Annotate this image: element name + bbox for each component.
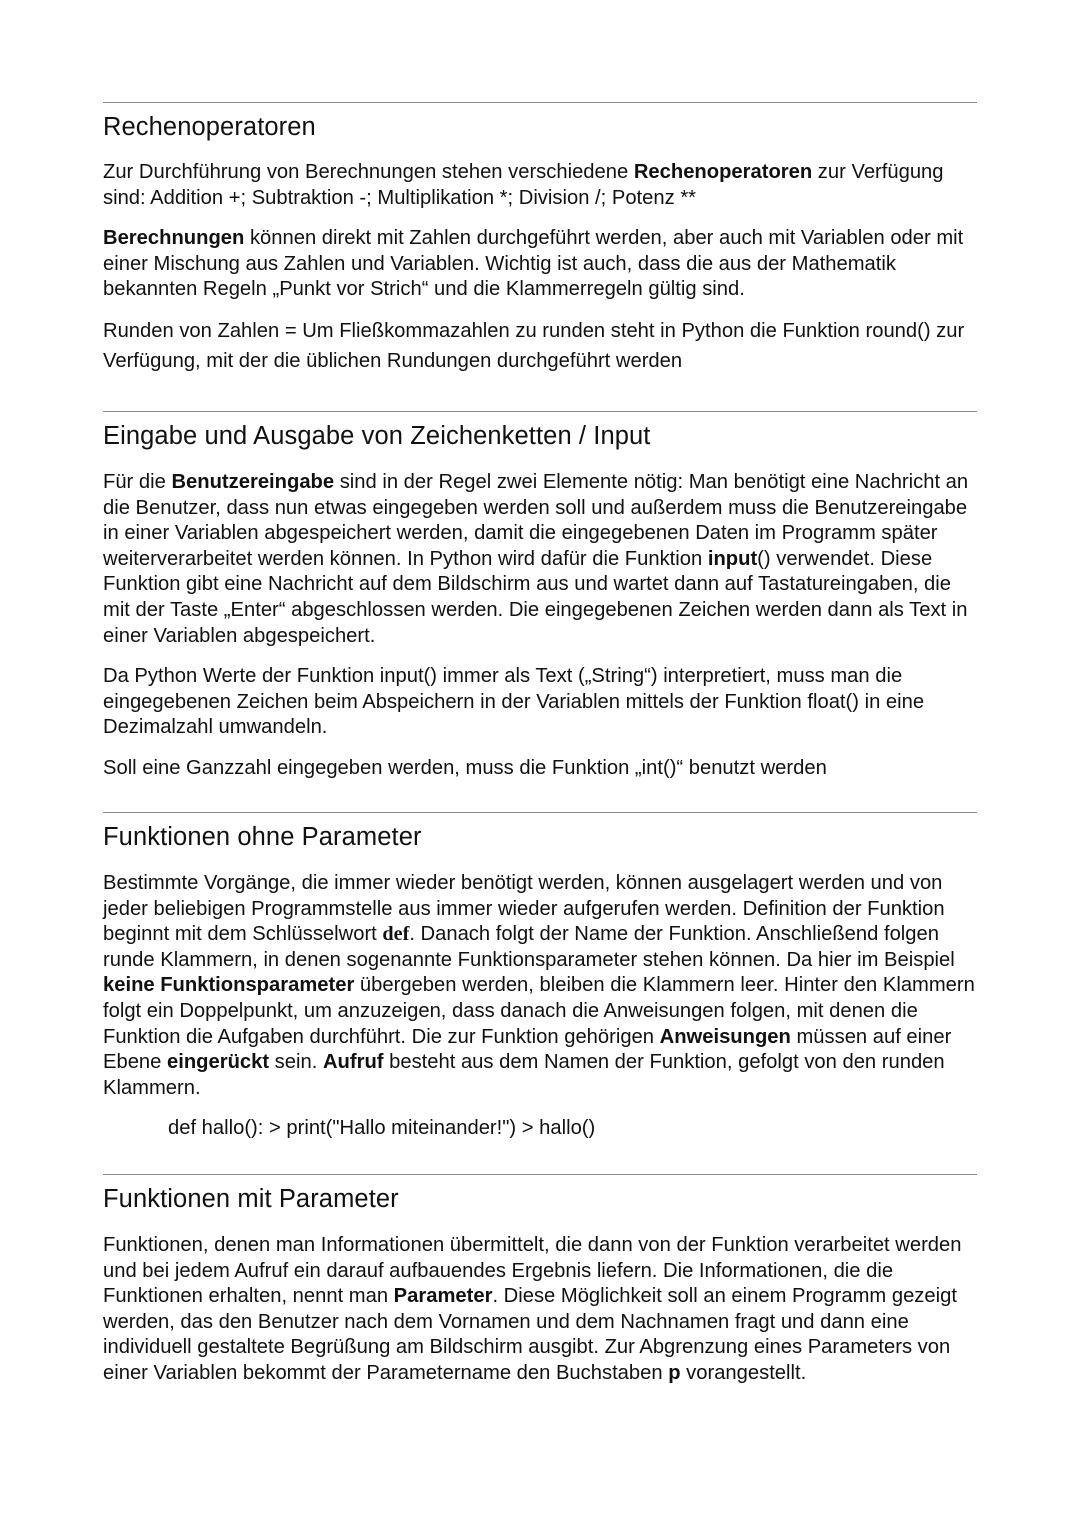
section-title: Eingabe und Ausgabe von Zeichenketten / Input	[103, 422, 651, 450]
section-title: Rechenoperatoren	[103, 113, 316, 141]
section-eingabe-ausgabe	[103, 411, 977, 782]
paragraph: Runden von Zahlen = Um Fließkommazahlen zu runden steht in Python die Funktion round() zur Verfügung, mit der die üblichen Rundungen durchgeführt werden	[103, 319, 965, 372]
section-divider	[103, 411, 977, 412]
section-rechenoperatoren	[103, 102, 977, 376]
paragraph: Berechnungen können direkt mit Zahlen durchgeführt werden, aber auch mit Variablen oder mit einer Mischung aus Zahlen und Variablen. Wichtig ist auch, dass die aus der Mathematik bekannten Regeln „Punkt vor Strich“ und die Klammerregeln gültig sind.	[103, 227, 964, 301]
section-funktionen-mit-parameter	[103, 1174, 977, 1387]
paragraph: Soll eine Ganzzahl eingegeben werden, muss die Funktion „int()“ benutzt werden	[103, 756, 827, 779]
section-funktionen-ohne-parameter	[103, 812, 977, 1141]
section-divider	[103, 1174, 977, 1175]
section-title: Funktionen mit Parameter	[103, 1185, 399, 1213]
code-example: def hallo(): > print("Hallo miteinander!") > hallo()	[168, 1117, 596, 1140]
paragraph: Für die Benutzereingabe sind in der Regel zwei Elemente nötig: Man benötigt eine Nachricht an die Benutzer, dass nun etwas eingegeben werden soll und außerdem muss die Benutzereingabe in einer Variablen abgespeichert werden, damit die eingegebenen Daten im Programm später weiterverarbeitet werden können. In Python wird dafür die Funktion input() verwendet. Diese Funktion gibt eine Nachricht auf dem Bildschirm aus und wartet dann auf Tastatureingaben, die mit der Taste „Enter“ abgeschlossen werden. Die eingegebenen Zeichen werden dann als Text in einer Variablen abgespeichert.	[103, 471, 969, 647]
section-divider	[103, 812, 977, 813]
paragraph: Zur Durchführung von Berechnungen stehen verschiedene Rechenoperatoren zur Verfügung sind: Addition +; Subtraktion -; Multiplikation *; Division /; Potenz **	[103, 161, 944, 209]
paragraph: Bestimmte Vorgänge, die immer wieder benötigt werden, können ausgelagert werden und von jeder beliebigen Programmstelle aus immer wieder aufgerufen werden. Definition der Funktion beginnt mit dem Schlüsselwort def. Danach folgt der Name der Funktion. Anschließend folgen runde Klammern, in denen sogenannte Funktionsparameter stehen können. Da hier im Beispiel keine Funktionsparameter übergeben werden, bleiben die Klammern leer. Hinter den Klammern folgt ein Doppelpunkt, um anzuzeigen, dass danach die Anweisungen folgen, mit denen die Funktion die Aufgaben durchführt. Die zur Funktion gehörigen Anweisungen müssen auf einer Ebene eingerückt sein. Aufruf besteht aus dem Namen der Funktion, gefolgt von den runden Klammern.	[103, 872, 975, 1099]
section-title: Funktionen ohne Parameter	[103, 823, 422, 851]
paragraph: Da Python Werte der Funktion input() immer als Text („String“) interpretiert, muss man die eingegebenen Zeichen beim Abspeichern in der Variablen mittels der Funktion float() in eine Dezimalzahl umwandeln.	[103, 665, 925, 739]
section-divider	[103, 102, 977, 103]
paragraph: Funktionen, denen man Informationen übermittelt, die dann von der Funktion verarbeitet werden und bei jedem Aufruf ein darauf aufbauendes Ergebnis liefern. Die Informationen, die die Funktionen erhalten, nennt man Parameter. Diese Möglichkeit soll an einem Programm gezeigt werden, das den Benutzer nach dem Vornamen und dem Nachnamen fragt und dann eine individuell gestaltete Begrüßung am Bildschirm ausgibt. Zur Abgrenzung eines Parameters von einer Variablen bekommt der Parametername den Buchstaben p vorangestellt.	[103, 1234, 962, 1384]
keyword-def: def	[382, 923, 410, 946]
